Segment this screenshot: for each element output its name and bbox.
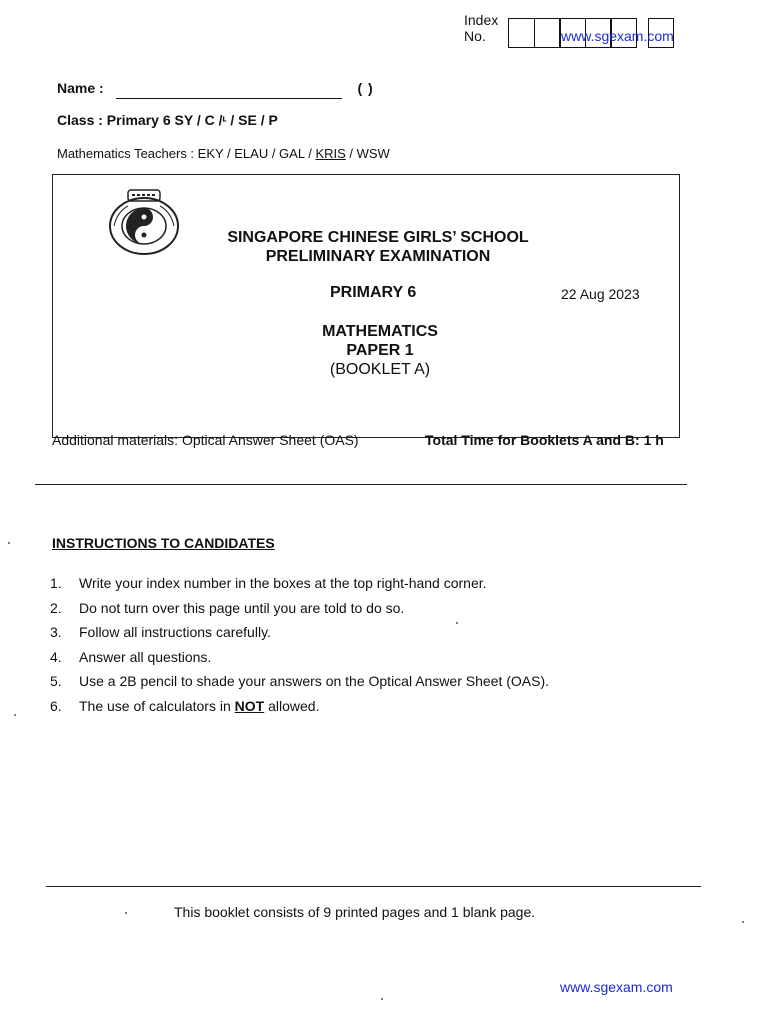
scan-speck (125, 912, 127, 914)
class-handwritten-mark: ᶫ (222, 112, 227, 128)
school-name: SINGAPORE CHINESE GIRLS’ SCHOOL (227, 229, 529, 246)
instructions-list (50, 575, 549, 723)
emphasis-not: NOT (234, 697, 265, 714)
selected-teacher: KRIS (315, 146, 346, 161)
instructions-title: INSTRUCTIONS TO CANDIDATES (52, 535, 275, 551)
scan-speck (8, 542, 10, 544)
index-box-1[interactable] (508, 18, 535, 48)
subject-block (260, 322, 500, 379)
list-item: 2. Do not turn over this page until you are told to do so. (50, 599, 405, 616)
scan-speck (381, 998, 383, 1000)
list-item: 4. Answer all questions. (50, 648, 212, 665)
paper-title: PAPER 1 (346, 342, 414, 359)
list-item: 3. Follow all instructions carefully. (50, 624, 271, 641)
additional-materials: Additional materials: Optical Answer Sheet (OAS) (52, 432, 359, 448)
register-number-field[interactable]: ( ) (357, 80, 374, 96)
page-count-note: This booklet consists of 9 printed pages and 1 blank page. (174, 904, 536, 920)
divider-top (35, 484, 687, 485)
teachers-row: Mathematics Teachers : EKY / ELAU / GAL / KRIS / WSW (57, 146, 390, 161)
name-label: Name : (57, 80, 104, 96)
exam-date: 22 Aug 2023 (561, 286, 640, 302)
class-row (57, 112, 278, 128)
class-label: Class : Primary 6 SY / C / (57, 112, 223, 128)
watermark-top[interactable]: www.sgexam.com (561, 28, 674, 44)
index-number-label: Index No. (464, 12, 499, 44)
watermark-bottom[interactable]: www.sgexam.com (560, 979, 673, 995)
index-box-2[interactable] (534, 18, 561, 48)
level-label: PRIMARY 6 (330, 284, 417, 301)
booklet-title: (BOOKLET A) (329, 361, 431, 378)
list-item: 6. The use of calculators in NOT allowed. (50, 697, 320, 714)
scan-speck (742, 921, 744, 923)
list-item: 5. Use a 2B pencil to shade your answers on the Optical Answer Sheet (OAS). (50, 673, 550, 690)
subject-title: MATHEMATICS (322, 323, 438, 340)
name-row (57, 80, 374, 99)
scan-speck (456, 622, 458, 624)
exam-name: PRELIMINARY EXAMINATION (265, 248, 491, 265)
list-item: 1. Write your index number in the boxes at the top right-hand corner. (50, 575, 487, 591)
total-time: Total Time for Booklets A and B: 1 h (425, 432, 664, 448)
school-title (160, 228, 596, 266)
divider-bottom (46, 886, 701, 887)
scan-speck (14, 714, 16, 716)
name-field[interactable] (116, 82, 342, 99)
class-options: / SE / P (226, 112, 278, 128)
